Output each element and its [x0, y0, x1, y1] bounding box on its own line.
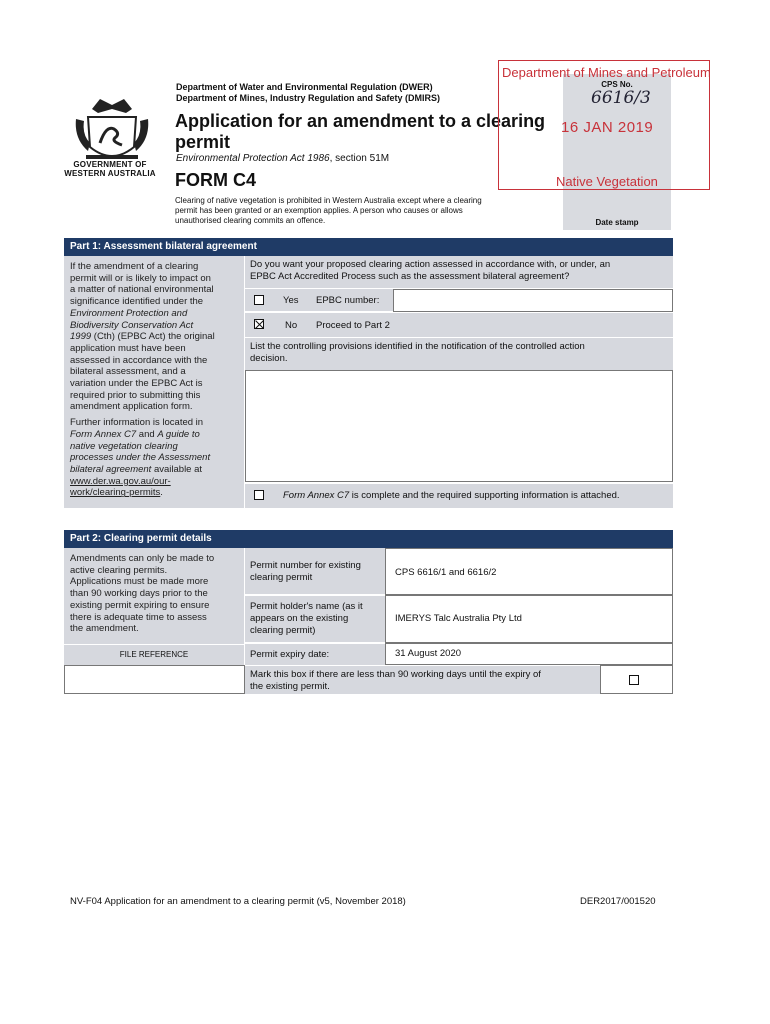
epbc-number-field[interactable]: [393, 289, 673, 312]
file-reference-field[interactable]: [64, 665, 245, 694]
form-number: FORM C4: [175, 170, 256, 190]
no-row: [245, 313, 673, 337]
date-stamp-label: Date stamp: [595, 218, 639, 227]
expiry-date-value: 31 August 2020: [395, 648, 462, 659]
clearing-permits-link[interactable]: www.der.wa.gov.au/our-: [70, 475, 171, 487]
no-label: No: [285, 320, 298, 331]
file-reference-header: FILE REFERENCE: [64, 645, 244, 665]
footer-form-ref: NV-F04 Application for an amendment to a clearing permit (v5, November 2018): [70, 896, 406, 907]
page-title: Application for an amendment to a clearing permit: [175, 111, 546, 152]
stamp-date: 16 JAN 2019: [561, 119, 654, 136]
less-than-90-days-label: Mark this box if there are less than 90 working days until the expiry of the existing permit.: [245, 666, 600, 694]
permit-number-field[interactable]: [385, 548, 673, 595]
no-checkbox-checked[interactable]: [254, 319, 264, 329]
part2-left-text: Amendments can only be made to active clearing permits. Applications must be made more than 90 working days prior to the existing permit expiring to ensure there is adequate time to assess the amendment.: [70, 553, 215, 635]
permit-number-value: CPS 6616/1 and 6616/2: [395, 567, 497, 578]
annex-c7-label: Form Annex C7 is complete and the required supporting information is attached.: [283, 490, 620, 501]
dept-dwer: Department of Water and Environmental Regulation (DWER): [176, 82, 433, 92]
holder-name-label: Permit holder's name (as it appears on the existing clearing permit): [245, 596, 385, 642]
holder-name-field[interactable]: [385, 595, 673, 643]
cps-label: CPS No.: [601, 80, 633, 89]
cps-handwritten-number: 6616/3: [591, 88, 651, 108]
epbc-number-label: EPBC number:: [316, 295, 380, 306]
less-than-90-days-checkbox[interactable]: [629, 675, 639, 685]
holder-name-value: IMERYS Talc Australia Pty Ltd: [395, 613, 522, 624]
yes-checkbox[interactable]: [254, 295, 264, 305]
annex-c7-checkbox[interactable]: [254, 490, 264, 500]
part1-left-text: If the amendment of a clearing permit will or is likely to impact on a matter of national environmental significance identified under the Environment Protection and Biodiversity Conservation Act 1999 (Cth) (EPBC Act) the original application must have been assessed in accordance with the bilateral assessment, and a variation under the EPBC Act is required prior to submitting this amendment application form. Further information is located in Form Annex C7 and A guide to native vegetation clearing processes under the Assessment bilateral agreement available at www.der.wa.gov.au/our- work/clearing-permits.: [70, 261, 215, 499]
stamp-native-vegetation: Native Vegetation: [556, 174, 658, 189]
permit-number-label: Permit number for existing clearing permit: [245, 548, 385, 594]
offence-note: Clearing of native vegetation is prohibited in Western Australia except where a clearing permit has been granted or an exemption applies. A person who causes or allows unauthorised clearing commits an offence.: [175, 196, 482, 225]
controlling-provisions-field[interactable]: [245, 370, 673, 482]
part2-header: Part 2: Clearing permit details: [64, 530, 673, 548]
stamp-org: Department of Mines and Petroleum: [502, 65, 711, 80]
footer-doc-number: DER2017/001520: [580, 896, 656, 907]
yes-label: Yes: [283, 295, 299, 306]
controlling-provisions-label: List the controlling provisions identified in the notification of the controlled action decision.: [245, 338, 673, 370]
dept-dmirs: Department of Mines, Industry Regulation and Safety (DMIRS): [176, 93, 441, 103]
received-stamp: [498, 60, 710, 190]
part1-header: Part 1: Assessment bilateral agreement: [64, 238, 673, 256]
expiry-date-label: Permit expiry date:: [245, 644, 385, 665]
expiry-date-field[interactable]: [385, 643, 673, 665]
proceed-label: Proceed to Part 2: [316, 320, 390, 331]
clearing-permits-link-cont[interactable]: work/clearing-permits: [70, 487, 161, 499]
government-label: GOVERNMENT OF WESTERN AUSTRALIA: [64, 160, 156, 178]
epbc-question: Do you want your proposed clearing action assessed in accordance with, or under, an EPBC Act Accredited Process such as the assessment bilateral agreement?: [245, 256, 673, 288]
act-reference: Environmental Protection Act 1986, section 51M: [176, 153, 390, 164]
